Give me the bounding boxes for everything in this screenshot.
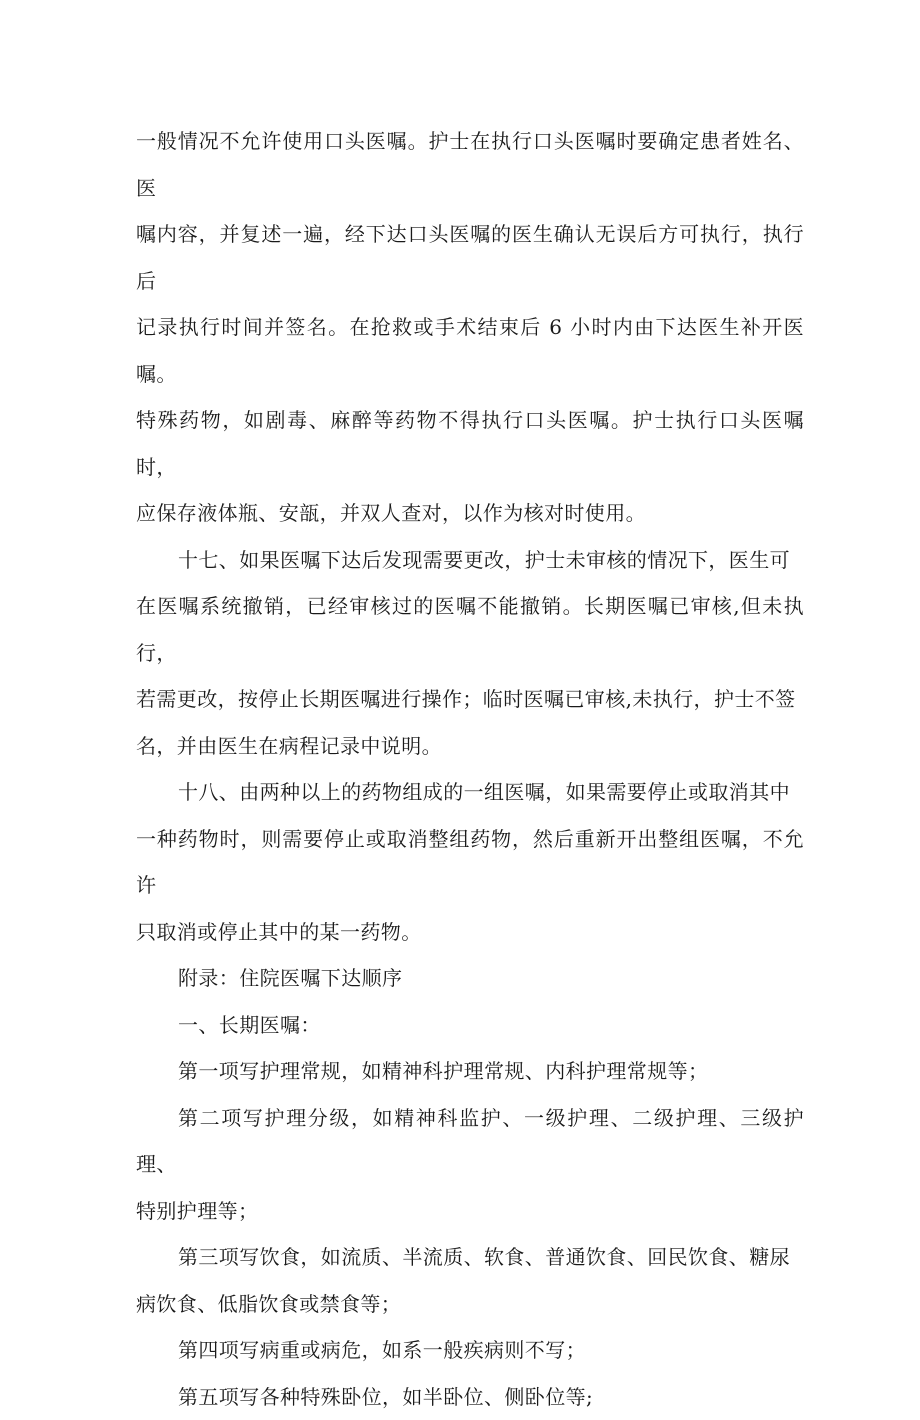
text-line: 第四项写病重或病危，如系一般疾病则不写； [178,1338,586,1362]
text-line: 第一项写护理常规，如精神科护理常规、内科护理常规等； [178,1059,708,1083]
appendix-heading [136,955,804,1002]
document-page [136,118,804,1420]
text-line: 一般情况不允许使用口头医嘱。护士在执行口头医嘱时要确定患者姓名、医 [136,129,804,200]
text-line: 第二项写护理分级，如精神科监护、一级护理、二级护理、三级护理、 [136,1106,804,1177]
paragraph-item-18 [136,769,804,955]
list-item-5 [136,1374,804,1420]
text-line: 第五项写各种特殊卧位，如半卧位、侧卧位等; [178,1385,593,1409]
list-item-2 [136,1095,804,1235]
paragraph-oral-orders [136,118,804,537]
text-line: 特殊药物，如剧毒、麻醉等药物不得执行口头医嘱。护士执行口头医嘱时， [136,408,804,479]
text-line: 只取消或停止其中的某一药物。 [136,920,422,944]
text-line: 特别护理等； [136,1199,258,1223]
section-heading-long-term-orders [136,1002,804,1049]
text-line: 十七、如果医嘱下达后发现需要更改，护士未审核的情况下，医生可 [178,548,790,572]
list-item-3 [136,1234,804,1327]
paragraph-item-17 [136,537,804,770]
text-line: 病饮食、低脂饮食或禁食等； [136,1292,401,1316]
text-line: 第三项写饮食，如流质、半流质、软食、普通饮食、回民饮食、糖尿 [178,1245,790,1269]
list-item-4 [136,1327,804,1374]
text-line: 记录执行时间并签名。在抢救或手术结束后 6 小时内由下达医生补开医嘱。 [136,315,804,386]
text-line: 若需更改，按停止长期医嘱进行操作；临时医嘱已审核,未执行，护士不签 [136,687,796,711]
text-line: 一、长期医嘱： [178,1013,321,1037]
text-line: 附录：住院医嘱下达顺序 [178,966,402,990]
text-line: 十八、由两种以上的药物组成的一组医嘱，如果需要停止或取消其中 [178,780,790,804]
text-line: 在医嘱系统撤销，已经审核过的医嘱不能撤销。长期医嘱已审核,但未执行， [136,594,804,665]
list-item-1 [136,1048,804,1095]
text-line: 一种药物时，则需要停止或取消整组药物，然后重新开出整组医嘱，不允许 [136,827,804,898]
text-line: 应保存液体瓶、安瓿，并双人查对，以作为核对时使用。 [136,501,646,525]
text-line: 名，并由医生在病程记录中说明。 [136,734,442,758]
text-line: 嘱内容，并复述一遍，经下达口头医嘱的医生确认无误后方可执行，执行后 [136,222,804,293]
